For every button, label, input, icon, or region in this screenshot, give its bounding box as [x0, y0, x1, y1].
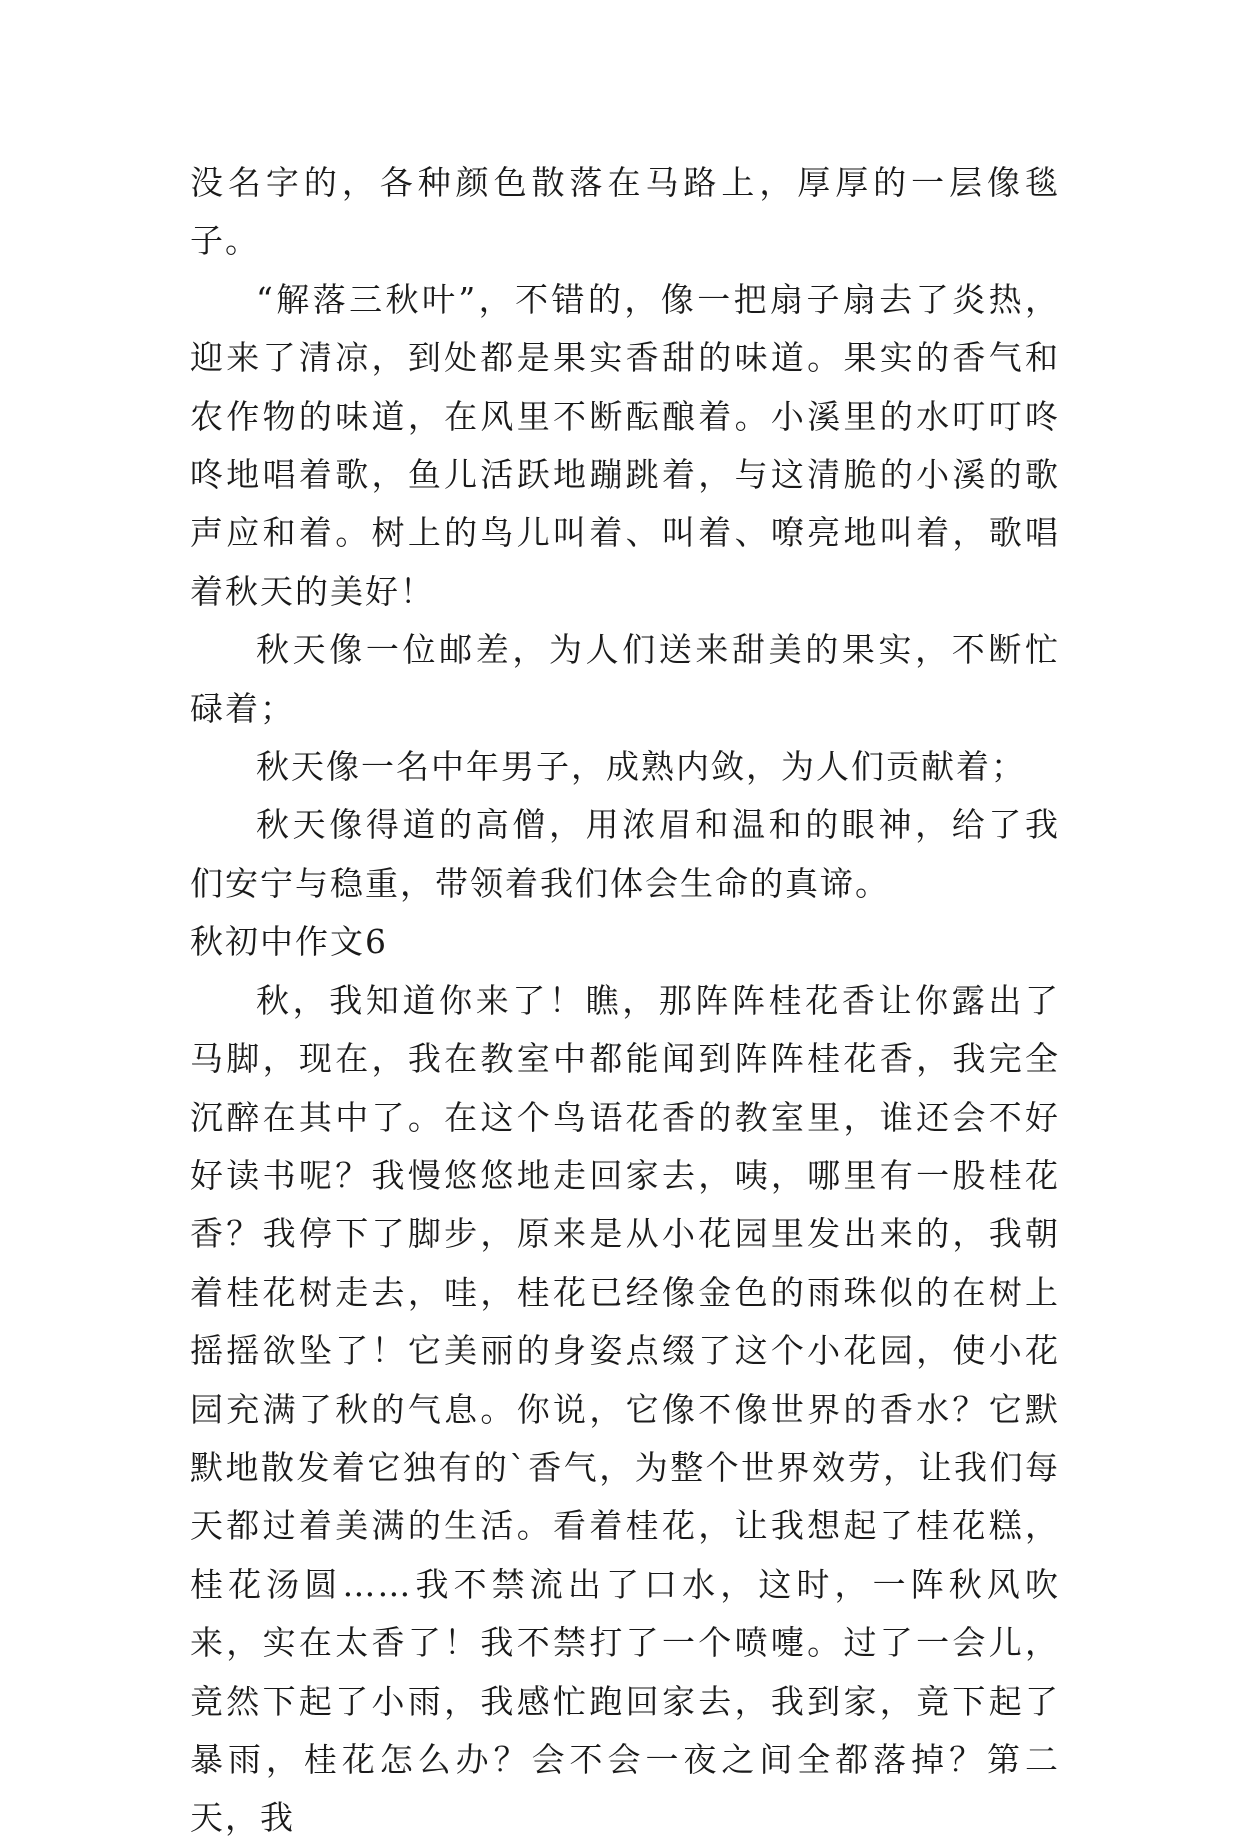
paragraph: 秋，我知道你来了！瞧，那阵阵桂花香让你露出了马脚，现在，我在教室中都能闻到阵阵桂花香，我完全沉醉在其中了。在这个鸟语花香的教室里，谁还会不好好读书呢？我慢悠悠地走回家去，咦，哪里有一股桂花香？我停下了脚步，原来是从小花园里发出来的，我朝着桂花树走去，哇，桂花已经像金色的雨珠似的在树上摇摇欲坠了！它美丽的身姿点缀了这个小花园，使小花园充满了秋的气息。你说，它像不像世界的香水？它默默地散发着它独有的`香气，为整个世界效劳，让我们每天都过着美满的生活。看着桂花，让我想起了桂花糕，桂花汤圆……我不禁流出了口水，这时，一阵秋风吹来，实在太香了！我不禁打了一个喷嚏。过了一会儿，竟然下起了小雨，我感忙跑回家去，我到家，竟下起了暴雨，桂花怎么办？会不会一夜之间全都落掉？第二天，我	[190, 980, 1060, 1838]
paragraph: 秋天像一位邮差，为人们送来甜美的果实，不断忙碌着；	[190, 630, 1060, 728]
section-heading: 秋初中作文6	[190, 922, 388, 962]
paragraph: 秋天像得道的高僧，用浓眉和温和的眼神，给了我们安宁与稳重，带领着我们体会生命的真谛。	[190, 805, 1060, 903]
paragraph: “解落三秋叶”，不错的，像一把扇子扇去了炎热，迎来了清凉，到处都是果实香甜的味道。果实的香气和农作物的味道，在风里不断酝酿着。小溪里的水叮叮咚咚地唱着歌，鱼儿活跃地蹦跳着，与这清脆的小溪的歌声应和着。树上的鸟儿叫着、叫着、嘹亮地叫着，歌唱着秋天的美好！	[190, 279, 1060, 611]
paragraph: 秋天像一名中年男子，成熟内敛，为人们贡献着；	[256, 747, 1026, 787]
document-body	[190, 154, 1060, 1848]
paragraph-continuation: 没名字的，各种颜色散落在马路上，厚厚的一层像毯子。	[190, 163, 1060, 261]
